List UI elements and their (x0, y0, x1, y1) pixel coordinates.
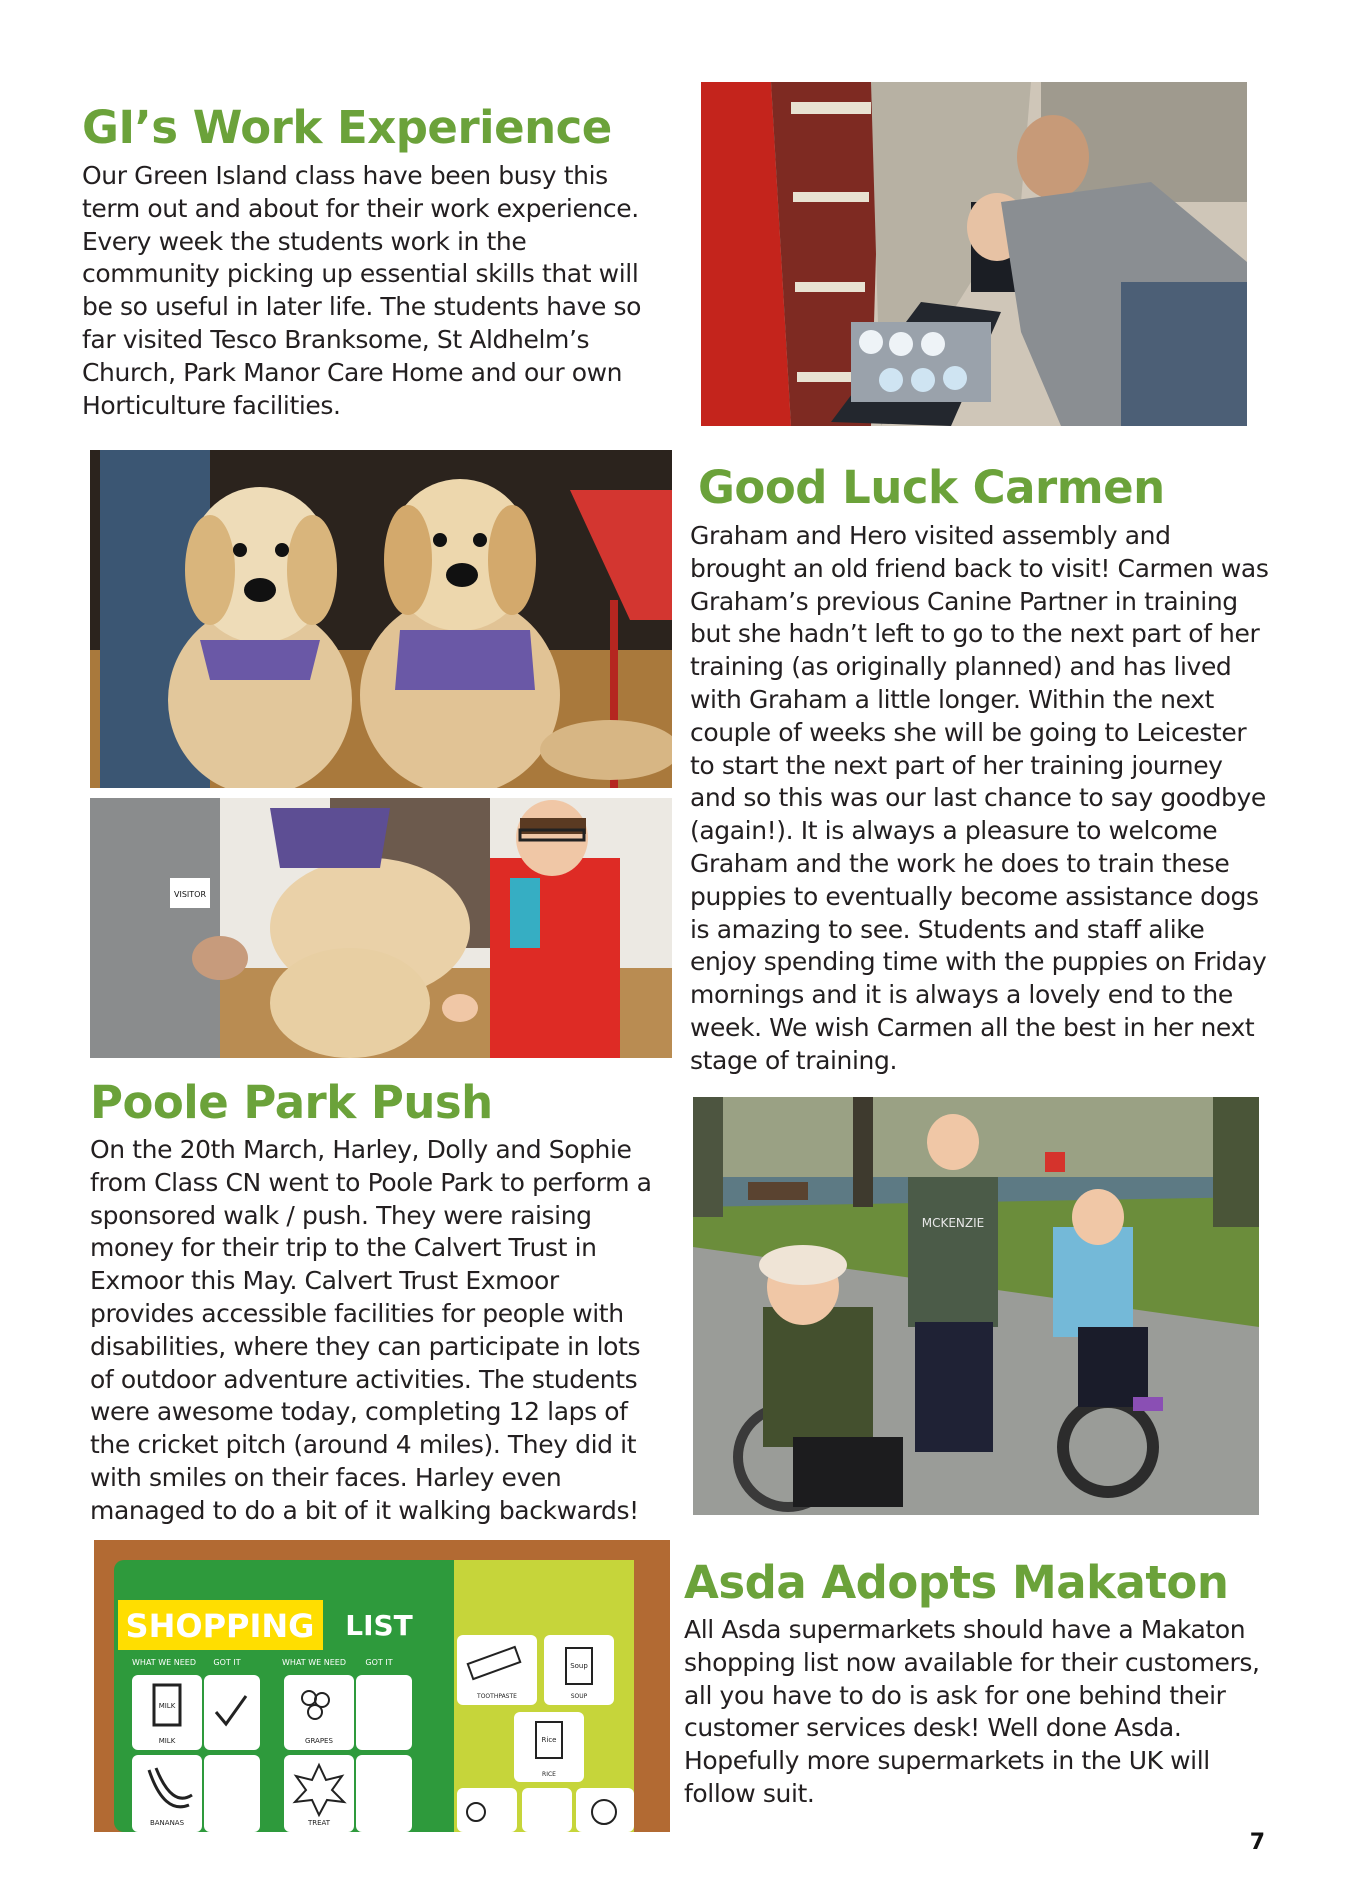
poole-park-push-body: On the 20th March, Harley, Dolly and Sophie from Class CN went to Poole Park to perform a sponsored walk / push. They were raising money for their trip to the Calvert Trust in Exmoor this May. Calvert Trust Exmoor provides accessible facilities for people with disabilities, where they can participate in lots of outdoor adventure activities. The students were awesome today, completing 12 laps of the cricket pitch (around 4 miles). They did it with smiles on their faces. Harley even managed to do a bit of it walking backwards! (90, 1135, 652, 1525)
got-it-label-2: GOT IT (365, 1658, 393, 1667)
supermarket-photo (701, 82, 1247, 426)
what-we-need-label-2: WHAT WE NEED (282, 1658, 346, 1667)
got-it-label: GOT IT (213, 1658, 241, 1667)
grapes-label: GRAPES (305, 1737, 333, 1745)
milk-carton-text: MILK (158, 1702, 176, 1710)
work-experience-body: Our Green Island class have been busy this term out and about for their work experience. Every week the students work in the community picking up essential skills that will be so useful in later life. The students have so far visited Tesco Branksome, St Aldhelm’s Church, Park Manor Care Home and our own Horticulture facilities. (82, 161, 642, 420)
poole-park-photo (693, 1097, 1259, 1515)
asda-makaton-heading: Asda Adopts Makaton (684, 1556, 1229, 1609)
boy-with-dogs-photo (90, 798, 672, 1058)
rice-box-text: Rice (541, 1736, 557, 1744)
work-experience-heading: GI’s Work Experience (82, 101, 612, 154)
bananas-label: BANANAS (149, 1819, 185, 1827)
treat-label: TREAT (307, 1819, 331, 1827)
makaton-shopping-list-photo (94, 1540, 670, 1832)
good-luck-carmen-body: Graham and Hero visited assembly and brought an old friend back to visit! Carmen was Graham’s previous Canine Partner in training but she hadn’t left to go to the next part of her training (as originally planned) and has lived with Graham a little longer. Within the next couple of weeks she will be going to Leicester to start the next part of her training journey and so this was our last chance to say goodbye (again!). It is always a pleasure to welcome Graham and the work he does to train these puppies to eventually become assistance dogs is amazing to see. Students and staff alike enjoy spending time with the puppies on Friday mornings and it is always a lovely end to the week. We wish Carmen all the best in her next stage of training. (690, 521, 1269, 1075)
dogs-photo (90, 450, 672, 788)
soup-label: SOUP (570, 1693, 588, 1700)
asda-makaton-body: All Asda supermarkets should have a Makaton shopping list now available for their customers, all you have to do is ask for one behind their customer services desk! Well done Asda. Hopefully more supermarkets in the UK will follow suit. (684, 1615, 1260, 1808)
shopping-text: SHOPPING (125, 1607, 315, 1645)
what-we-need-label: WHAT WE NEED (132, 1658, 196, 1667)
rice-label: RICE (542, 1771, 556, 1778)
soup-can-text: Soup (570, 1662, 588, 1670)
list-text: LIST (345, 1609, 413, 1642)
milk-label: MILK (158, 1737, 176, 1745)
visitor-badge-text: VISITOR (173, 890, 207, 899)
hoodie-text: MCKENZIE (921, 1216, 985, 1230)
poole-park-push-heading: Poole Park Push (90, 1076, 493, 1129)
good-luck-carmen-heading: Good Luck Carmen (698, 461, 1165, 514)
toothpaste-label: TOOTHPASTE (477, 1693, 517, 1700)
page-number: 7 (1249, 1830, 1265, 1855)
